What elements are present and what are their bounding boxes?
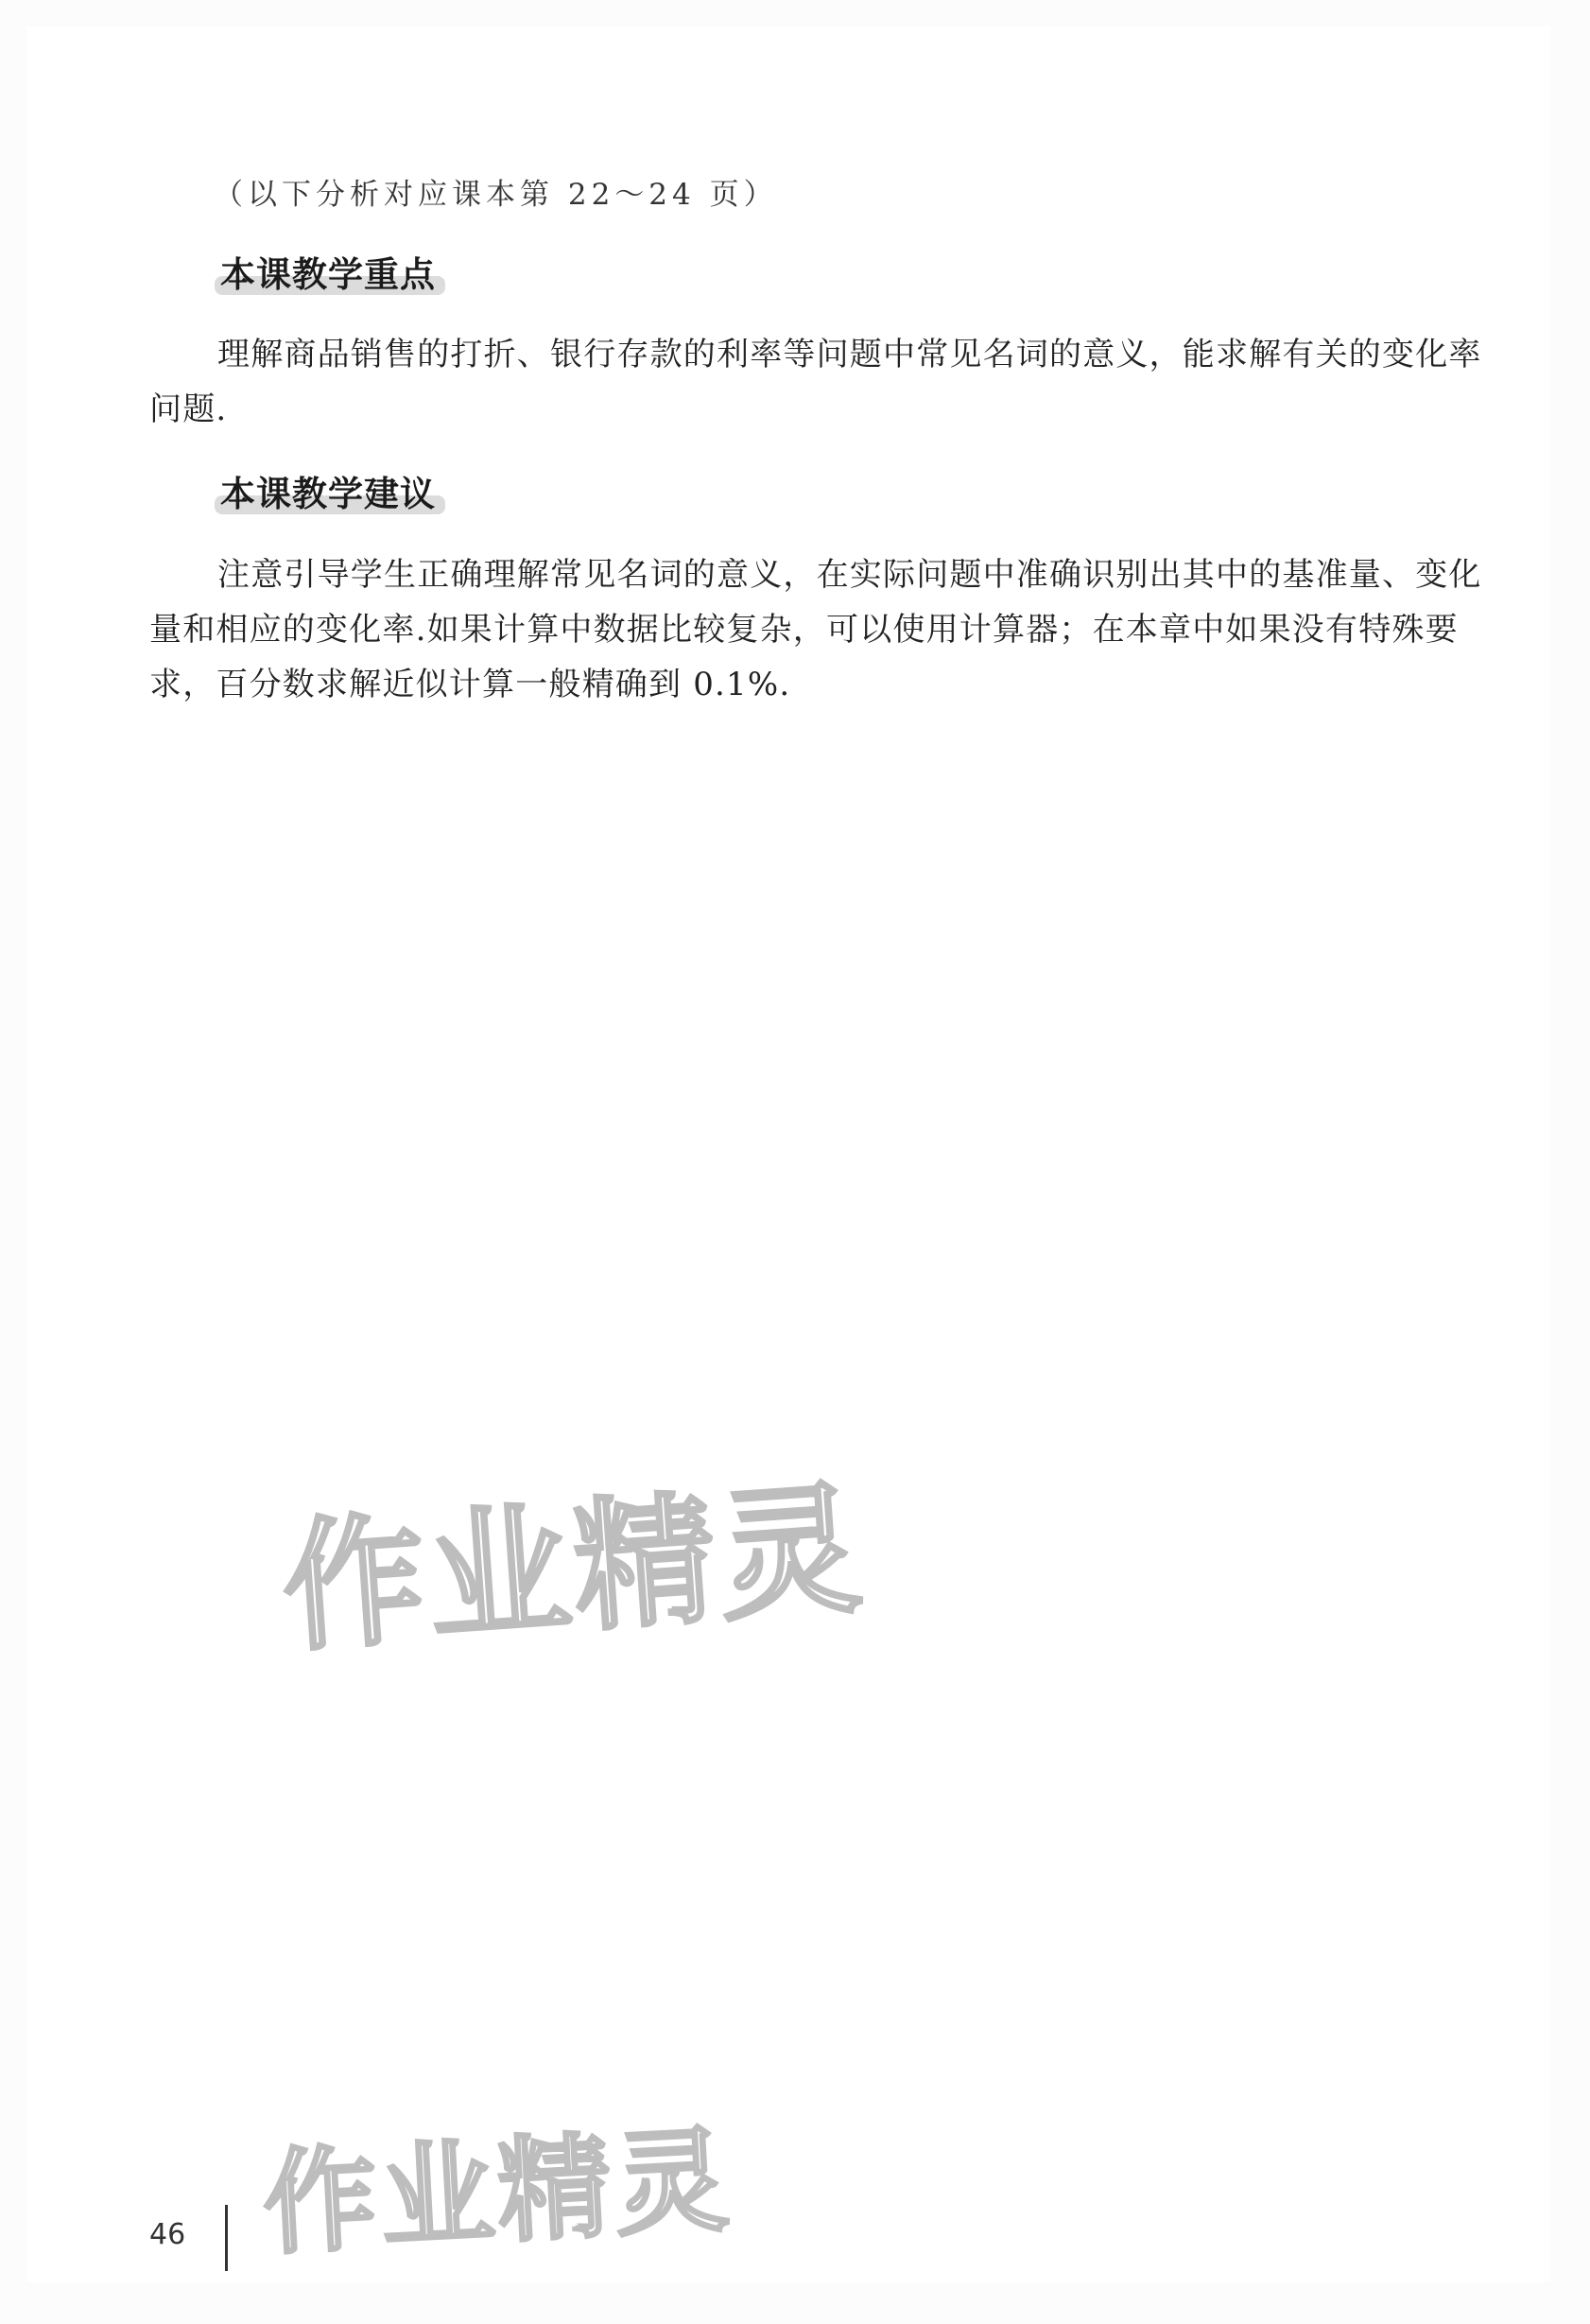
watermark-logo-bottom: 作业精灵: [260, 2115, 735, 2271]
watermark-logo: 作业精灵: [277, 1466, 871, 1673]
section-body-key-points: 理解商品销售的打折、银行存款的利率等问题中常见名词的意义，能求解有关的变化率问题.: [149, 336, 1482, 428]
section-body-suggestions: 注意引导学生正确理解常见名词的意义，在实际问题中准确识别出其中的基准量、变化量和相应的变化率.如果计算中数据比较复杂，可以使用计算器；在本章中如果没有特殊要求，百分数求解近似计算一般精确到 0.1%.: [149, 556, 1482, 703]
section-title-key-points: 本课教学重点: [220, 246, 436, 297]
page-number: 46: [149, 2218, 186, 2251]
document-page: [26, 26, 1550, 2282]
reference-note: （以下分析对应课本第 22～24 页）: [214, 178, 778, 212]
section-title-suggestions: 本课教学建议: [220, 465, 436, 516]
page-number-divider: [225, 2205, 228, 2271]
